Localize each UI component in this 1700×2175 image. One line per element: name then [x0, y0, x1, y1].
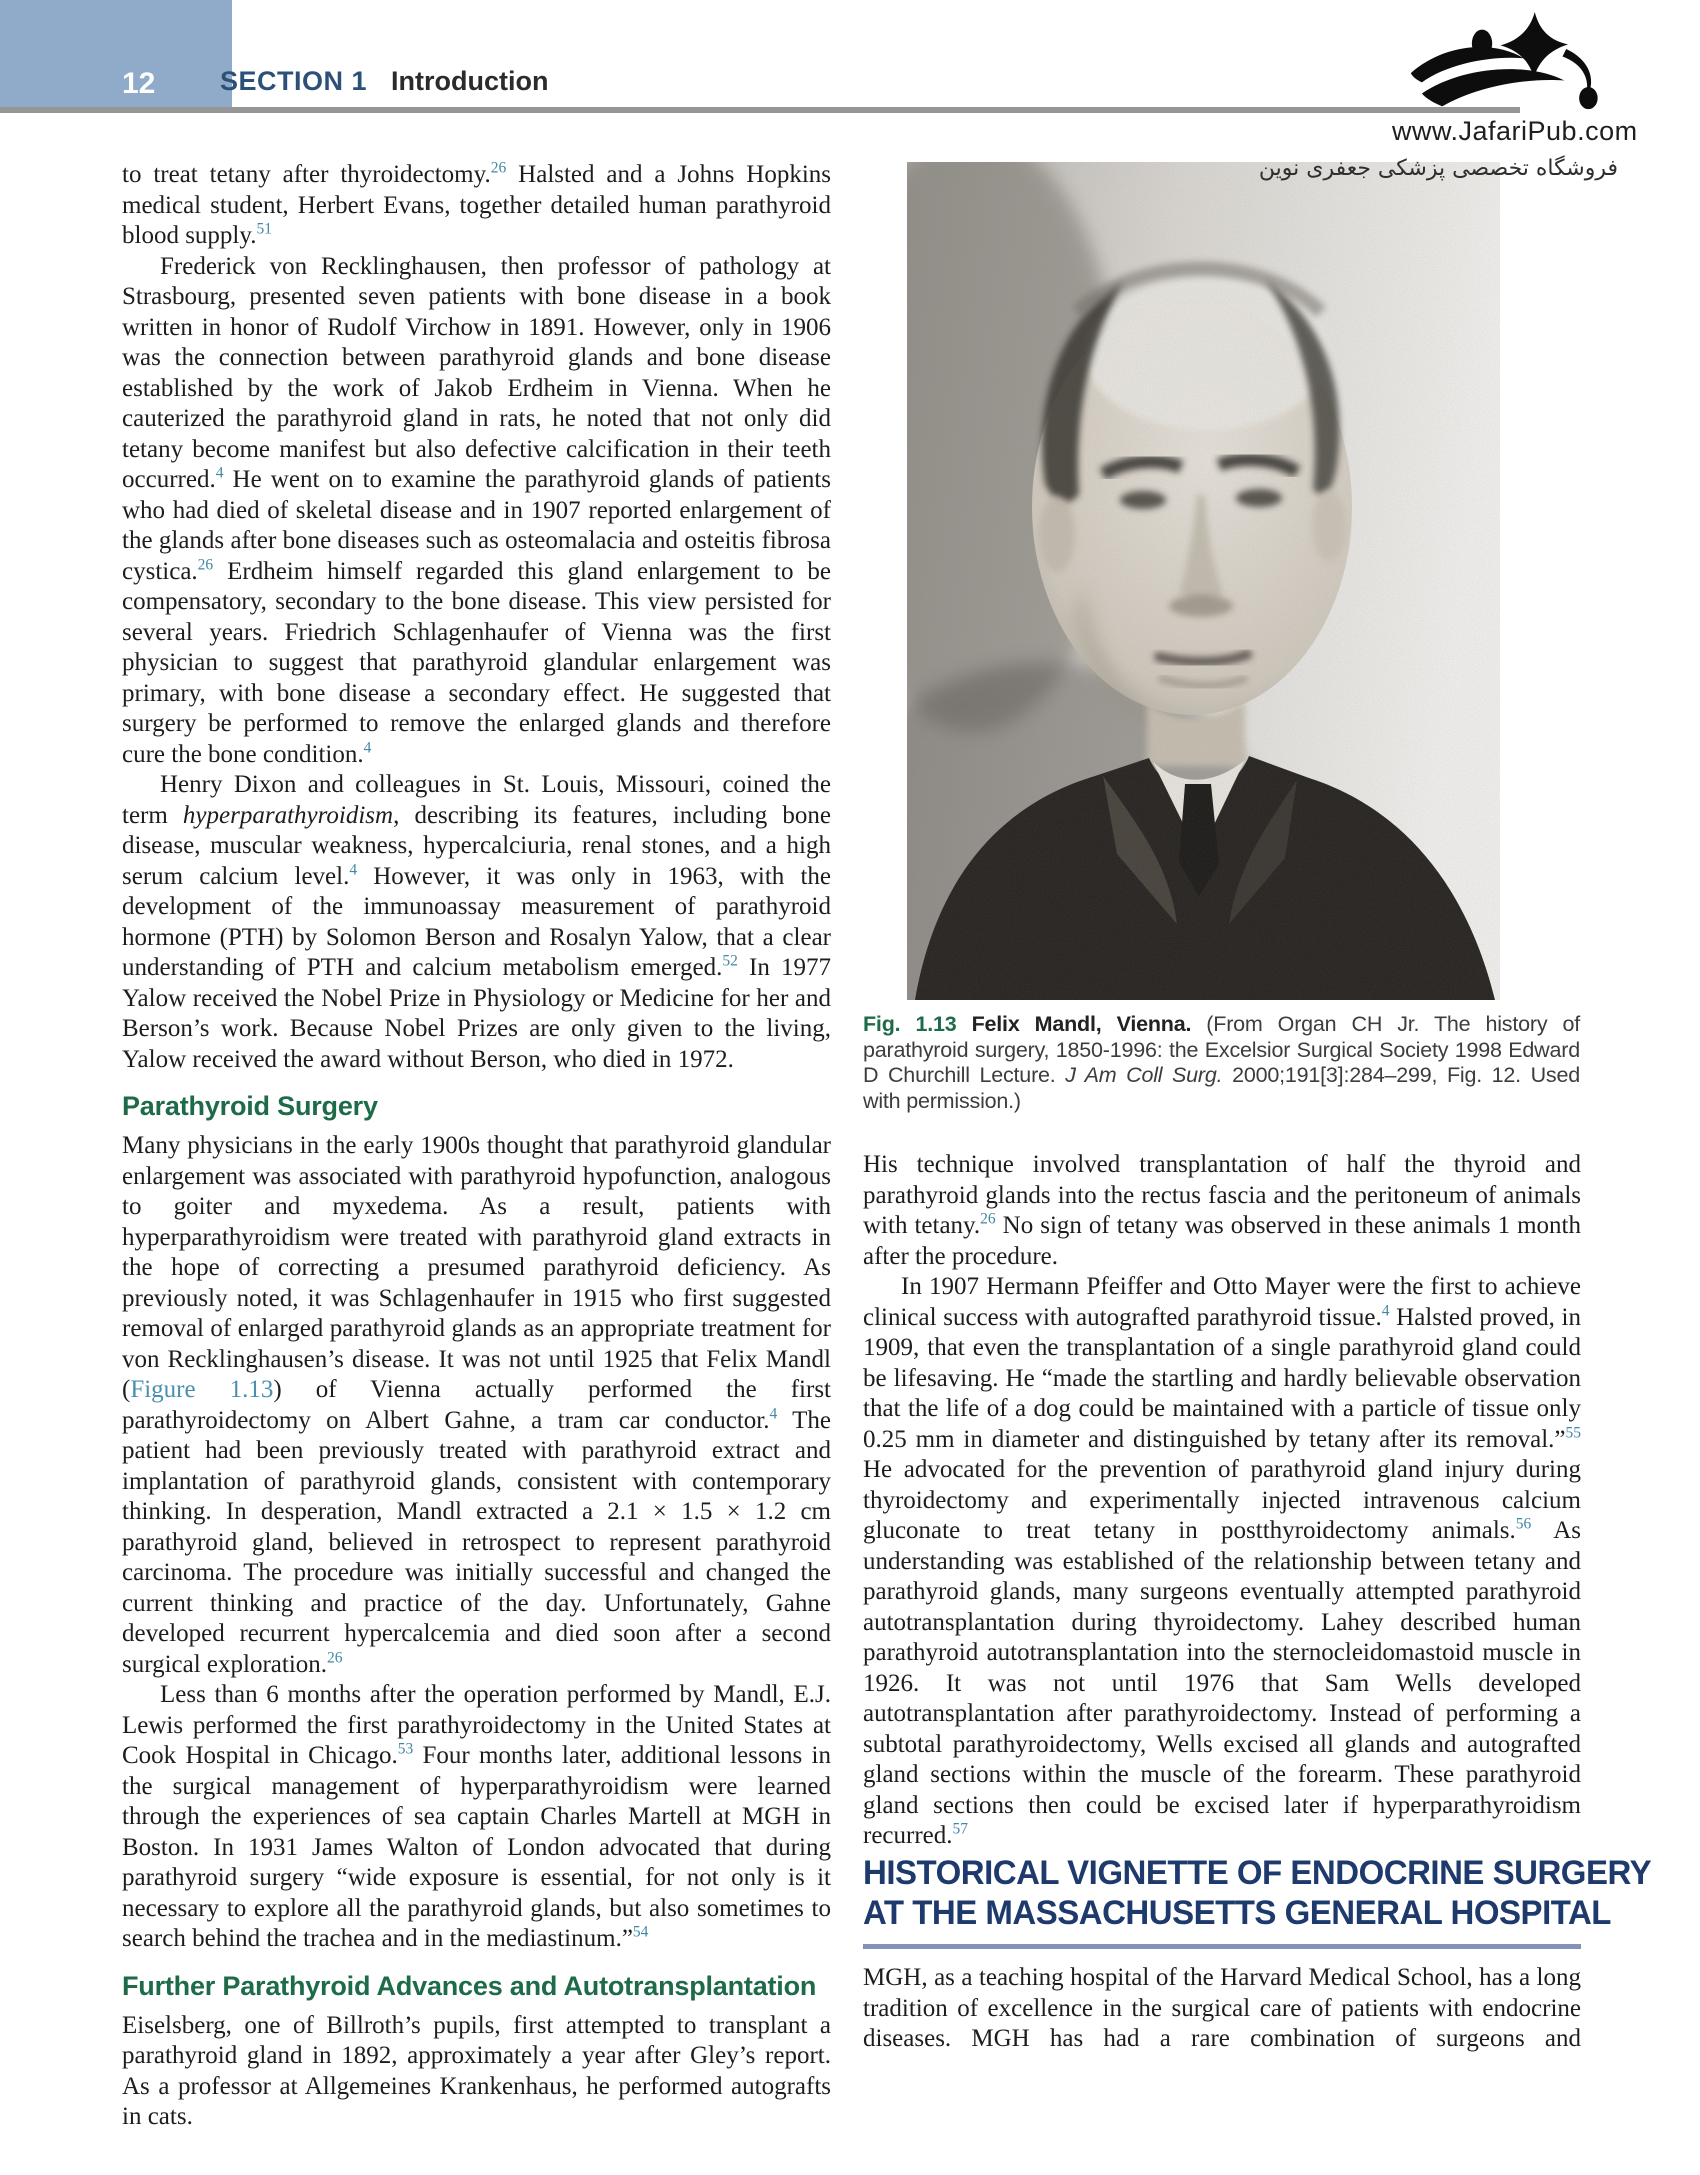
reference-superscript[interactable]: 4: [215, 464, 224, 482]
reference-superscript[interactable]: 55: [1565, 1424, 1581, 1442]
body-paragraph: In 1907 Hermann Pfeiffer and Otto Mayer were the first to achieve clinical success with autografted parathyroid tissue.$^4$ Halsted proved, in 1909, that even the transplantation of a single parathyroid gland could be lifesaving. He “made the startling and hardly believable observation that the life of a dog could be maintained with a particle of tissue only 0.25 mm in diameter and distinguished by tetany after its removal.”$^{55}$ He advocated for the prevention of parathyroid gland injury during thyroidectomy and experimentally injected intravenous calcium gluconate to treat tetany in postthyroidectomy animals.$^{56}$ As understanding was established of the relationship between tetany and parathyroid glands, many surgeons eventually attempted parathyroid autotransplantation during thyroidectomy. Lahey described human parathyroid autotransplantation into the sternocleidomastoid muscle in 1926. It was not until 1976 that Sam Wells developed autotransplantation after parathyroidectomy. Instead of performing a subtotal parathyroidectomy, Wells excised all glands and autografted gland sections within the muscle of the forearm. These parathyroid gland sections then could be excised later if hyperparathyroidism recurred.$^{57}$: [863, 1273, 1581, 1849]
reference-superscript[interactable]: 4: [363, 739, 372, 757]
reference-superscript[interactable]: 51: [256, 220, 272, 238]
figure-caption: Fig. 1.13 Felix Mandl, Vienna. (From Organ CH Jr. The history of parathyroid surgery, 1850-1996: the Excelsior Surgical Society 1998 Edward D Churchill Lecture. J Am Coll Surg. 2000;191[3]:284–299, Fig. 12. Used with permission.): [863, 1012, 1580, 1113]
figure-link[interactable]: Figure 1.13: [130, 1376, 274, 1403]
body-paragraph: Many physicians in the early 1900s thought that parathyroid glandular enlargement was associated with parathyroid hypofunction, analogous to goiter and myxedema. As a result, patients with hyperparathyroidism were treated with parathyroid gland extracts in the hope of correcting a presumed parathyroid deficiency. As previously noted, it was Schlagenhaufer in 1915 who first suggested removal of enlarged parathyroid glands as an appropriate treatment for von Recklinghausen’s disease. It was not until 1925 that Felix Mandl (Figure 1.13) of Vienna actually performed the first parathyroidectomy on Albert Gahne, a tram car conductor.$^4$ The patient had been previously treated with parathyroid extract and implantation of parathyroid glands, consistent with contemporary thinking. In desperation, Mandl extracted a 2.1 × 1.5 × 1.2 cm parathyroid gland, believed in retrospect to represent parathyroid carcinoma. The procedure was initially successful and changed the current thinking and practice of the day. Unfortunately, Gahne developed recurrent hypercalcemia and died soon after a second surgical exploration.$^{26}$: [122, 1132, 831, 1678]
reference-superscript[interactable]: 4: [1381, 1302, 1390, 1320]
reference-superscript[interactable]: 26: [490, 159, 507, 177]
reference-superscript[interactable]: 4: [349, 861, 358, 879]
heading-historical-vignette: [863, 1853, 1652, 1949]
reference-superscript[interactable]: 52: [722, 952, 738, 970]
body-paragraph: His technique involved transplantation of half the thyroid and parathyroid glands into the rectus fascia and the peritoneum of animals with tetany.$^{26}$ No sign of tetany was observed in these animals 1 month after the procedure.: [863, 1151, 1581, 1270]
page-number: 12: [122, 67, 156, 100]
reference-superscript[interactable]: 4: [769, 1405, 778, 1423]
page-number-box: [0, 0, 232, 107]
running-header: [220, 66, 549, 97]
body-paragraph: Frederick von Recklinghausen, then professor of pathology at Strasbourg, presented seven patients with bone disease in a book written in honor of Rudolf Virchow in 1891. However, only in 1906 was the connection between parathyroid glands and bone disease established by the work of Jakob Erdheim in Vienna. When he cauterized the parathyroid gland in rats, he noted that not only did tetany become manifest but also defective calcification in their teeth occurred.$^4$ He went on to examine the parathyroid glands of patients who had died of skeletal disease and in 1907 reported enlargement of the glands after bone diseases such as osteomalacia and osteitis fibrosa cystica.$^{26}$ Erdheim himself regarded this gland enlargement to be compensatory, secondary to the bone disease. This view persisted for several years. Friedrich Schlagenhaufer of Vienna was the first physician to suggest that parathyroid glandular enlargement was primary, with bone disease a secondary effect. He suggested that surgery be performed to remove the enlarged glands and therefore cure the bone condition.$^4$: [122, 252, 831, 768]
persian-store-note: فروشگاه تخصصی پزشکی جعفری نوین: [1258, 156, 1618, 181]
section-label: SECTION 1: [220, 66, 368, 96]
reference-superscript[interactable]: 26: [197, 556, 214, 574]
body-paragraph: to treat tetany after thyroidectomy.$^{26}$ Halsted and a Johns Hopkins medical student, Herbert Evans, together detailed human parathyroid blood supply.$^{51}$: [122, 159, 832, 249]
header-rule: [0, 107, 1520, 113]
bold-text: Felix Mandl, Vienna.: [971, 1012, 1192, 1036]
figure-label: Fig. 1.13: [863, 1012, 957, 1036]
reference-superscript[interactable]: 53: [397, 1740, 414, 1758]
italic-text: hyperparathyroidism: [182, 801, 394, 829]
heading-further-advances: Further Parathyroid Advances and Autotransplantation: [122, 1970, 817, 2001]
right-column: [863, 1150, 1581, 1852]
felix-mandl-portrait-sketch: [907, 162, 1500, 1000]
heading-parathyroid-surgery: Parathyroid Surgery: [122, 1091, 378, 1121]
reference-superscript[interactable]: 54: [632, 1923, 649, 1941]
reference-superscript[interactable]: 26: [327, 1649, 343, 1667]
reference-superscript[interactable]: 56: [1515, 1515, 1532, 1533]
reference-superscript[interactable]: 57: [952, 1820, 969, 1838]
body-paragraph: Eiselsberg, one of Billroth’s pupils, first attempted to transplant a parathyroid gland in 1892, approximately a year after Gley’s report. As a professor at Allgemeines Krankenhaus, he performed autografts in cats.: [122, 2011, 831, 2130]
section-title: Introduction: [391, 66, 549, 96]
italic-text: J Am Coll Surg.: [1065, 1063, 1223, 1087]
figure-1-13-image: [907, 162, 1500, 1000]
body-paragraph: MGH, as a teaching hospital of the Harvard Medical School, has a long tradition of excellence in the surgical care of patients with endocrine diseases. MGH has had a rare combination of surgeons and: [863, 1964, 1581, 2052]
body-paragraph: Henry Dixon and colleagues in St. Louis, Missouri, coined the term hyperparathyroidism, describing its features, including bone disease, muscular weakness, hypercalciuria, renal stones, and a high serum calcium level.$^4$ However, it was only in 1963, with the development of the immunoassay measurement of parathyroid hormone (PTH) by Solomon Berson and Rosalyn Yalow, that a clear understanding of PTH and calcium metabolism emerged.$^{52}$ In 1977 Yalow received the Nobel Prize in Physiology or Medicine for her and Berson’s work. Because Nobel Prizes are only given to the living, Yalow received the award without Berson, who died in 1972.: [122, 771, 831, 1073]
publisher-logo-block: [1392, 10, 1638, 147]
publisher-url: www.JafariPub.com: [1392, 116, 1638, 146]
body-paragraph: Less than 6 months after the operation performed by Mandl, E.J. Lewis performed the first parathyroidectomy in the United States at Cook Hospital in Chicago.$^{53}$ Four months later, additional lessons in the surgical management of hyperparathyroidism were learned through the experiences of sea captain Charles Martell at MGH in Boston. In 1931 James Walton of London advocated that during parathyroid surgery “wide exposure is essential, for not only is it necessary to explore all the parathyroid glands, but also sometimes to search behind the trachea and in the mediastinum.”$^{54}$: [122, 1681, 831, 1952]
heading-line: AT THE MASSACHUSETTS GENERAL HOSPITAL: [863, 1894, 1611, 1932]
jafari-logo-icon: [1396, 10, 1618, 114]
reference-superscript[interactable]: 26: [980, 1210, 996, 1228]
left-column: [122, 160, 831, 2133]
heading-line: HISTORICAL VIGNETTE OF ENDOCRINE SURGERY: [863, 1854, 1652, 1892]
